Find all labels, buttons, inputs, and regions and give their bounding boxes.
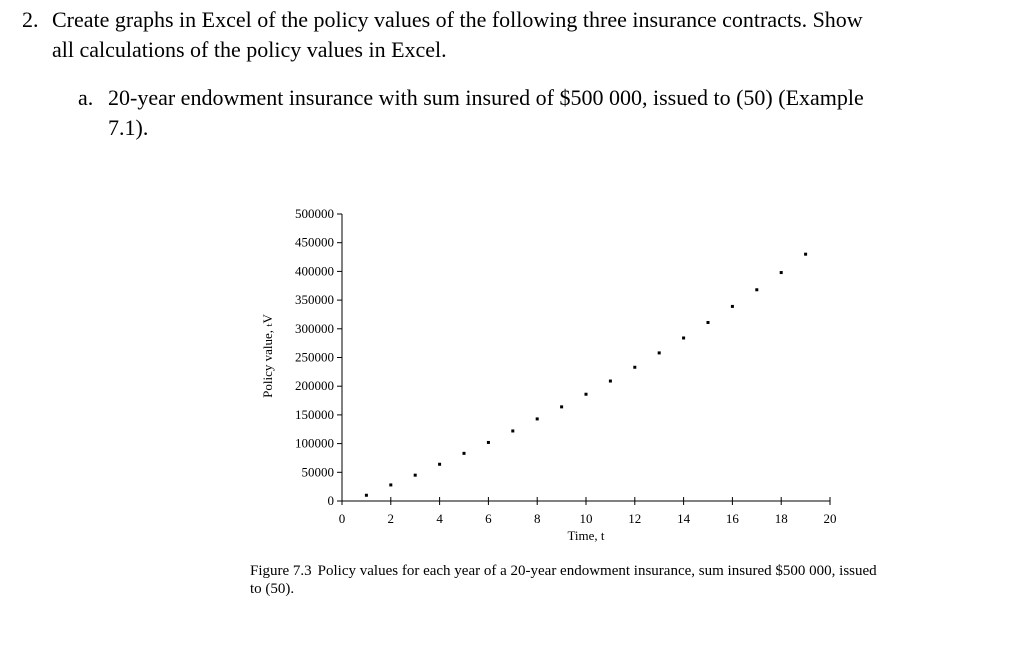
x-tick-label: 0: [338, 511, 346, 526]
y-tick-label: 100000: [295, 435, 334, 451]
x-tick-label: 4: [436, 511, 443, 526]
y-tick-label: 150000: [295, 406, 334, 422]
data-point: [511, 429, 514, 432]
part-a-text-line-1: 20-year endowment insurance with sum insured of $500 000, issued to (50) (Example: [108, 85, 864, 110]
data-point: [731, 305, 734, 308]
data-point: [707, 321, 710, 324]
data-point: [536, 417, 539, 420]
data-point: [633, 366, 636, 369]
chart-points: [365, 253, 807, 497]
question-number: 2.: [22, 7, 39, 32]
data-point: [414, 474, 417, 477]
x-tick-label: 12: [628, 511, 642, 526]
data-point: [389, 483, 392, 486]
part-a-text-line-2: 7.1).: [108, 115, 149, 140]
data-point: [560, 405, 563, 408]
y-tick-label: 50000: [301, 464, 334, 480]
figure-caption-text: Policy values for each year of a 20-year endowment insurance, sum insured $500 000, issued to (50).: [250, 563, 877, 597]
data-point: [804, 253, 807, 256]
x-tick-label: 10: [579, 511, 593, 526]
data-point: [780, 271, 783, 274]
data-point: [609, 380, 612, 383]
figure-number: Figure 7.3: [250, 563, 312, 579]
y-tick-label: 0: [327, 493, 334, 508]
data-point: [585, 393, 588, 396]
y-axis-label: Policy value, ₜV: [260, 314, 275, 398]
y-tick-label: 300000: [295, 320, 334, 336]
x-tick-label: 8: [533, 511, 541, 526]
question-text-line-2: all calculations of the policy values in Excel.: [52, 37, 447, 62]
y-tick-label: 400000: [295, 263, 334, 279]
chart-ticks: [295, 206, 837, 526]
data-point: [658, 351, 661, 354]
x-tick-label: 20: [823, 511, 837, 526]
question-text-line-1: Create graphs in Excel of the policy values of the following three insurance contracts. Show: [52, 7, 863, 32]
x-axis-label: Time, t: [567, 528, 605, 543]
x-tick-label: 2: [387, 511, 395, 526]
x-tick-label: 16: [725, 511, 739, 526]
data-point: [682, 336, 685, 339]
y-tick-label: 500000: [295, 206, 334, 221]
data-point: [365, 494, 368, 497]
data-point: [463, 452, 466, 455]
data-point: [438, 463, 441, 466]
chart-axes: [342, 214, 830, 501]
part-a-label: a.: [78, 85, 94, 110]
y-tick-label: 250000: [295, 349, 334, 365]
x-tick-label: 6: [485, 511, 492, 526]
y-tick-label: 450000: [295, 234, 334, 250]
x-tick-label: 18: [774, 511, 788, 526]
y-tick-label: 350000: [295, 292, 334, 308]
data-point: [487, 441, 490, 444]
figure-caption: [250, 562, 890, 598]
y-tick-label: 200000: [295, 378, 334, 394]
data-point: [755, 288, 758, 291]
x-tick-label: 14: [677, 511, 691, 526]
